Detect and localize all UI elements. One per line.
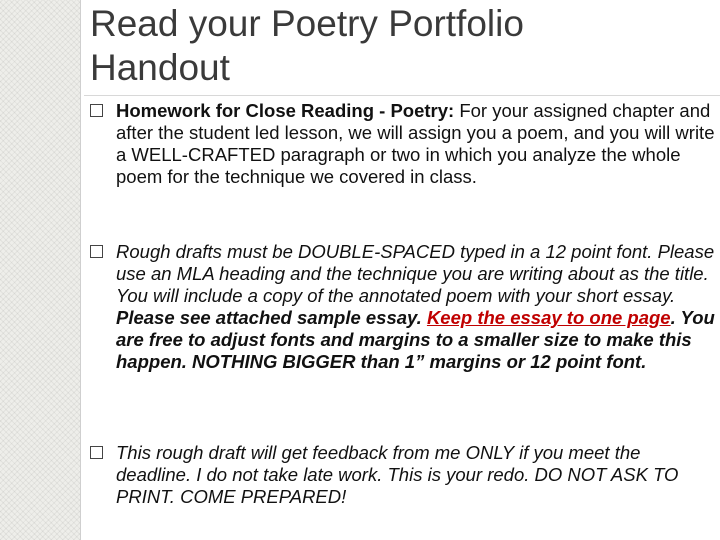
bullet-rough-drafts [90, 241, 716, 373]
slide-title [90, 2, 690, 90]
decorative-side-stripe [0, 0, 80, 540]
one-page-emphasis: Keep the essay to one page [426, 307, 671, 328]
rough-drafts-text: Rough drafts must be DOUBLE-SPACED typed in a 12 point font. Please use an MLA heading and the technique you are writing about as the title. You will include a copy of the annotated poem with your short essay. [116, 241, 715, 306]
title-line-2: Handout [90, 47, 230, 88]
homework-text: For your assigned chapter and after the student led lesson, we will assign you a poem, and you will write a WELL-CRAFTED paragraph or two in which you analyze the whole poem for the technique we covered in class. [116, 100, 715, 187]
checkbox-bullet-icon [90, 104, 103, 117]
title-underline [84, 95, 720, 96]
sample-essay-note: Please see attached sample essay. [116, 307, 427, 328]
title-line-1: Read your Poetry Portfolio [90, 3, 524, 44]
checkbox-bullet-icon [90, 446, 103, 459]
margins-note: . You are free to adjust fonts and margins to a smaller size to make this happen. NOTHING BIGGER than 1” margins or 12 point font. [116, 307, 715, 372]
homework-lead: Homework for Close Reading - Poetry: [116, 100, 455, 121]
checkbox-bullet-icon [90, 245, 103, 258]
bullet-feedback [90, 442, 716, 508]
bullet-homework [90, 100, 716, 188]
feedback-text: This rough draft will get feedback from me ONLY if you meet the deadline. I do not take late work. This is your redo. DO NOT ASK TO PRINT. COME PREPARED! [116, 442, 679, 507]
side-divider [80, 0, 81, 540]
